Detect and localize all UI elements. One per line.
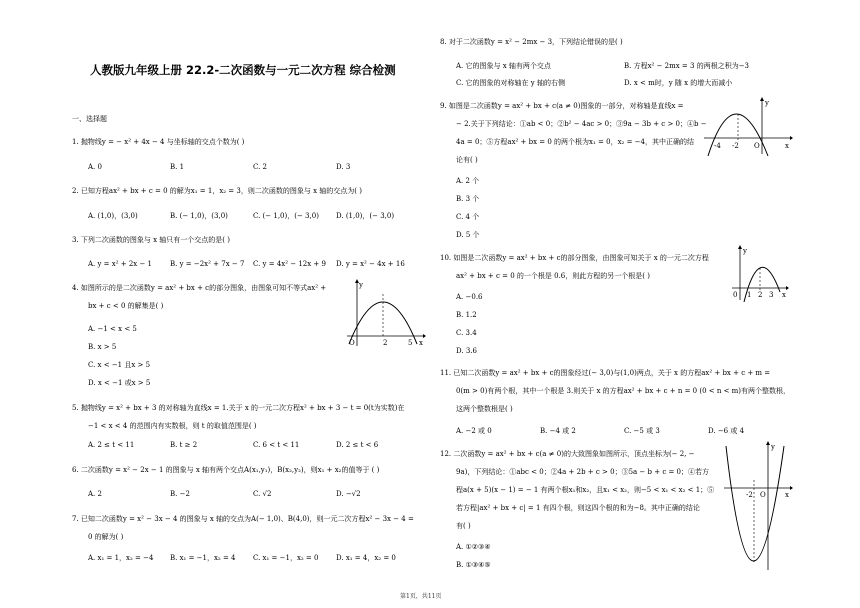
question-4-stem-line-2: bx + c < 0 的解集是( ) xyxy=(88,302,164,310)
option-c[interactable]: C. x < −1 且x > 5 xyxy=(88,361,151,369)
option-d[interactable]: D. 2 ≤ t < 6 xyxy=(336,441,379,449)
question-1-stem: 1. 抛物线y = − x² + 4x − 4 与坐标轴的交点个数为( ) xyxy=(72,138,245,146)
y-label: y xyxy=(771,443,775,451)
option-a[interactable]: A. −1 < x < 5 xyxy=(88,325,137,333)
question-9-line-4: 论有( ) xyxy=(456,156,478,164)
y-axis-arrow xyxy=(766,441,770,445)
option-a[interactable]: A. (1,0)，(3,0) xyxy=(88,212,138,220)
option-b[interactable]: B. x > 5 xyxy=(88,343,117,351)
question-9-line-1: 9. 如图是二次函数y = ax² + bx + c(a ≠ 0)图象的一部分，对称轴是直线x = xyxy=(440,102,684,110)
option-a[interactable]: A. 它的图象与 x 轴有两个交点 xyxy=(456,62,551,70)
question-12-line-2: 9a)，下列结论：①abc < 0；②4a + 2b + c > 0；③5a − b + c = 0；④若方 xyxy=(456,468,710,476)
x-label: x xyxy=(419,339,423,347)
x-axis-arrow xyxy=(786,286,789,290)
option-d[interactable]: D. −√2 xyxy=(336,490,361,498)
y-label: y xyxy=(359,281,363,289)
section-heading: 一、选择题 xyxy=(72,115,107,123)
option-a[interactable]: A. 2 xyxy=(88,490,102,498)
option-b[interactable]: B. ①③④⑤ xyxy=(456,561,491,569)
option-b[interactable]: B. 3 个 xyxy=(456,195,480,203)
option-d[interactable]: D. x < m时，y 随 x 的增大而减小 xyxy=(624,79,733,87)
question-12-line-1: 12. 二次函数y = ax² + bx + c(a ≠ 0)的大致图象如图所示，顶点坐标为(− 2, − xyxy=(440,450,695,458)
x-label: x xyxy=(785,491,789,499)
question-9-parabola-graph xyxy=(702,96,794,158)
option-a[interactable]: A. −0.6 xyxy=(456,293,483,301)
question-11-line-2: 0(m > 0)有两个根，其中一个根是 3.则关于 x 的方程ax² + bx + c + n = 0 (0 < n < m)有两个整数根， xyxy=(456,387,791,395)
tick-label-3: 3 xyxy=(769,291,774,299)
option-d[interactable]: D. 5 个 xyxy=(456,231,480,239)
question-9-options xyxy=(456,172,480,244)
x-axis-arrow xyxy=(790,486,793,490)
question-12-options xyxy=(456,538,491,574)
x-label: x xyxy=(785,142,789,150)
y-label: y xyxy=(743,247,747,255)
page-title: 人教版九年级上册 22.2-二次函数与一元二次方程 综合检测 xyxy=(90,63,396,77)
option-c[interactable]: C. 6 < t < 11 xyxy=(253,441,300,449)
option-b[interactable]: B. 1 xyxy=(170,163,185,171)
option-c[interactable]: C. √2 xyxy=(253,490,272,498)
option-b[interactable]: B. 方程x² − 2mx = 3 的两根之积为−3 xyxy=(624,62,750,70)
option-d[interactable]: D. x < −1 或x > 5 xyxy=(88,379,151,387)
page-footer: 第1页，共11页 xyxy=(400,593,442,600)
option-d[interactable]: D. x₁ = 4，x₂ = 0 xyxy=(336,554,396,562)
question-12-line-3: 程a(x + 5)(x − 1) = − 1 有两个根x₁和x₂，且x₁ < x₂，则−5 < x₁ < x₂ < 1；⑤ xyxy=(456,486,715,494)
option-c[interactable]: C. 2 xyxy=(253,163,268,171)
question-11-line-1: 11. 已知二次函数y = ax² + bx + c的图象经过(− 3,0)与(1,0)两点，关于 x 的方程ax² + bx + c + m = xyxy=(440,369,771,377)
origin-label: O xyxy=(754,142,760,150)
option-b[interactable]: B. t ≥ 2 xyxy=(170,441,198,449)
option-c[interactable]: C. −5 或 3 xyxy=(624,427,660,435)
question-12-parabola-graph xyxy=(722,440,794,576)
option-a[interactable]: A. y = x² + 2x − 1 xyxy=(88,260,153,268)
question-12-line-4: 若方程|ax² + bx + c| = 1 有四个根，则这四个根的和为−8。其中正确的结论 xyxy=(456,504,700,512)
y-axis-arrow xyxy=(760,97,764,101)
question-5-stem-line-2: −1 < x < 4 的范围内有实数根，则 t 的取值范围是( ) xyxy=(88,422,257,430)
tick-label-1: 1 xyxy=(747,291,752,299)
option-b[interactable]: B. 1.2 xyxy=(456,311,477,319)
option-d[interactable]: D. −6 或 4 xyxy=(708,427,745,435)
origin-label: 0 xyxy=(733,291,738,299)
x-label: x xyxy=(782,291,786,299)
option-b[interactable]: B. −4 或 2 xyxy=(540,427,576,435)
origin-label: O xyxy=(349,339,355,347)
option-a[interactable]: A. 0 xyxy=(88,163,102,171)
question-7-stem-line-1: 7. 已知二次函数y = x² − 3x − 4 的图象与 x 轴的交点为A(− 1,0)、B(4,0)，则一元二次方程x² − 3x − 4 = xyxy=(72,515,414,523)
option-b[interactable]: B. x₁ = −1，x₂ = 4 xyxy=(170,554,236,562)
question-11-line-3: 这两个整数根是( ) xyxy=(456,405,513,413)
option-c[interactable]: C. 3.4 xyxy=(456,329,477,337)
question-4-parabola-graph xyxy=(345,278,427,350)
option-a[interactable]: A. ①②③④ xyxy=(456,543,491,551)
tick-label-5: 5 xyxy=(408,339,413,347)
parabola-curve xyxy=(726,446,784,561)
option-c[interactable]: C. (− 1,0)，(− 3,0) xyxy=(253,212,319,220)
option-a[interactable]: A. x₁ = 1，x₂ = −4 xyxy=(88,554,154,562)
question-4-stem-line-1: 4. 如图所示的是二次函数y = ax² + bx + c的部分图象，由图象可知不等式ax² + xyxy=(72,284,327,292)
option-d[interactable]: D. 3 xyxy=(336,163,351,171)
question-9-line-3: 4a = 0；⑤方程ax² + bx = 0 的两个根为x₁ = 0，x₂ = −4，其中正确的结 xyxy=(456,138,694,146)
question-6-stem: 6. 二次函数y = x² − 2x − 1 的图象与 x 轴有两个交点A(x₁,y₁)，B(x₂,y₂)，则x₁ + x₂的值等于 ( ) xyxy=(72,466,380,474)
option-c[interactable]: C. x₁ = −1，x₂ = 0 xyxy=(253,554,319,562)
question-2-stem: 2. 已知方程ax² + bx + c = 0 的解为x₁ = 1，x₂ = 3，则二次函数的图象与 x 轴的交点为( ) xyxy=(72,187,362,195)
option-d[interactable]: D. (1,0)，(− 3,0) xyxy=(336,212,395,220)
option-a[interactable]: A. −2 或 0 xyxy=(456,427,492,435)
question-9-line-2: − 2.关于下列结论：①ab < 0；②b² − 4ac > 0；③9a − 3b + c > 0；④b − xyxy=(456,120,707,128)
option-d[interactable]: D. y = x² − 4x + 16 xyxy=(336,260,405,268)
question-10-line-2: ax² + bx + c = 0 的一个根是 0.6，则此方程的另一个根是( ) xyxy=(456,272,650,280)
option-c[interactable]: C. y = 4x² − 12x + 9 xyxy=(253,260,326,268)
tick-label-minus-2: -2 xyxy=(732,142,739,150)
question-7-stem-line-2: 0 的解为( ) xyxy=(88,533,124,541)
tick-label-minus-4: -4 xyxy=(714,142,721,150)
x-axis-arrow xyxy=(423,334,426,338)
question-10-parabola-graph xyxy=(730,244,792,302)
option-d[interactable]: D. 3.6 xyxy=(456,347,477,355)
option-a[interactable]: A. 2 个 xyxy=(456,177,480,185)
tick-label-2: 2 xyxy=(758,291,763,299)
question-10-options xyxy=(456,288,483,360)
y-axis-arrow xyxy=(738,245,742,249)
question-10-line-1: 10. 如图是二次函数y = ax² + bx + c的部分图象，由图象可知关于 x 的一元二次方程 xyxy=(440,254,709,262)
question-4-options xyxy=(88,320,150,392)
option-b[interactable]: B. −2 xyxy=(170,490,190,498)
option-b[interactable]: B. (− 1,0)，(3,0) xyxy=(170,212,228,220)
tick-label-2: 2 xyxy=(383,339,388,347)
option-c[interactable]: C. 它的图象的对称轴在 y 轴的右侧 xyxy=(456,79,565,87)
x-axis-arrow xyxy=(790,136,793,140)
option-b[interactable]: B. y = −2x² + 7x − 7 xyxy=(170,260,245,268)
question-3-stem: 3. 下列二次函数的图象与 x 轴只有一个交点的是( ) xyxy=(72,236,230,244)
tick-label-minus-2: -2 xyxy=(746,491,753,499)
question-8-stem: 8. 对于二次函数y = x² − 2mx − 3，下列结论错误的是( ) xyxy=(440,38,623,46)
y-label: y xyxy=(765,99,769,107)
question-5-stem-line-1: 5. 抛物线y = x² + bx + 3 的对称轴为直线x = 1.关于 x 的一元二次方程x² + bx + 3 − t = 0(t为实数)在 xyxy=(72,404,405,412)
origin-label: O xyxy=(760,491,766,499)
question-12-line-5: 有( ) xyxy=(456,522,471,530)
option-a[interactable]: A. 2 ≤ t < 11 xyxy=(88,441,135,449)
option-c[interactable]: C. 4 个 xyxy=(456,213,480,221)
